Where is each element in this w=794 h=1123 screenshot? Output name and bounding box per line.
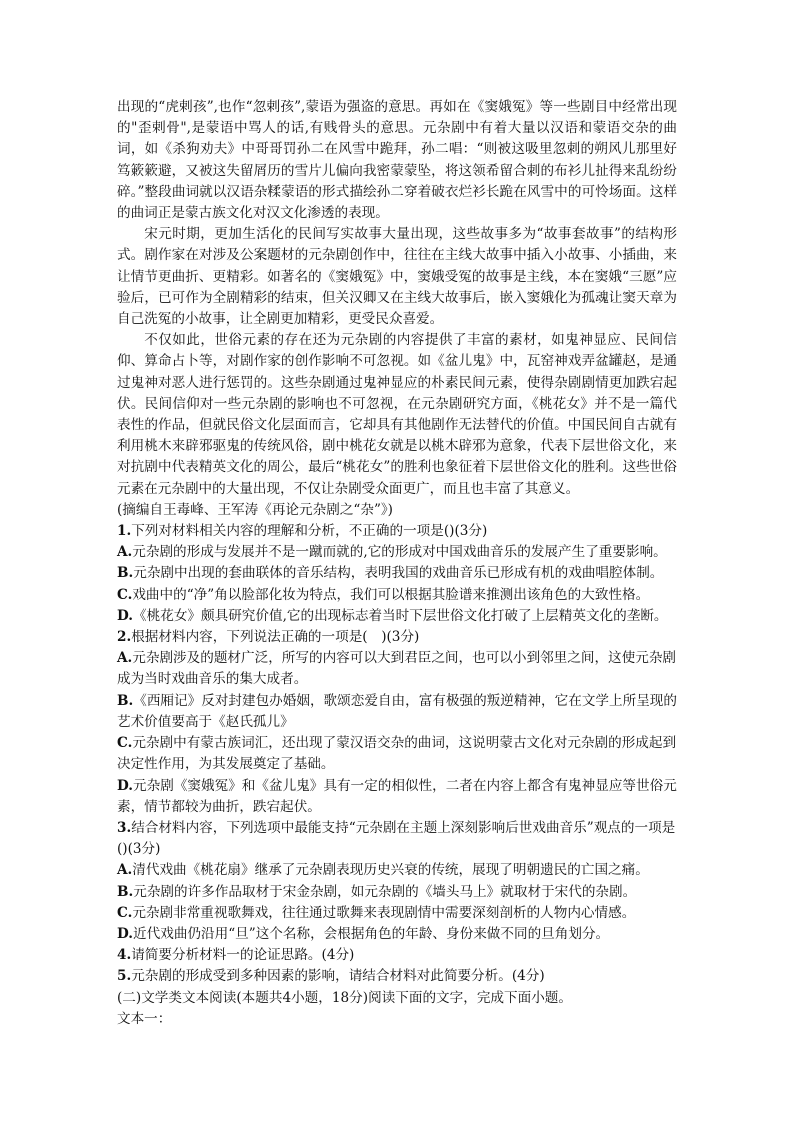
question-3 bbox=[117, 818, 677, 945]
option: A.清代戏曲《桃花扇》继承了元杂剧表现历史兴衰的传统，展现了明朝遗民的亡国之痛。 bbox=[117, 862, 649, 879]
question-number: 5. bbox=[117, 968, 132, 985]
question-stem: 下列对材料相关内容的理解和分析，不正确的一项是()(3分) bbox=[131, 523, 488, 540]
option: D.《桃花女》颇具研究价值,它的出现标志着当时下层世俗文化打破了上层精英文化的垄断。 bbox=[117, 607, 668, 624]
option: C.元杂剧中有蒙古族词汇，还出现了蒙汉语交杂的曲词，这说明蒙古文化对元杂剧的形成起到决定性作用，为其发展奠定了基础。 bbox=[117, 735, 677, 773]
question-5 bbox=[117, 966, 677, 987]
passage-source: (摘编自王毒峰、王军涛《再论元杂剧之“杂”》) bbox=[117, 501, 393, 518]
question-number: 2. bbox=[117, 629, 132, 646]
option: A.元杂剧涉及的题材广泛，所写的内容可以大到君臣之间，也可以小到邻里之间，这使元杂剧成为当时戏曲音乐的集大成者。 bbox=[117, 650, 677, 688]
question-1 bbox=[117, 521, 677, 627]
option: B.元杂剧中出现的套曲联体的音乐结构，表明我国的戏曲音乐已形成有机的戏曲唱腔体制。 bbox=[117, 565, 664, 582]
option: D.元杂剧《窦娥冤》和《盆儿鬼》具有一定的相似性，二者在内容上都含有鬼神显应等世俗元素，情节都较为曲折，跌宕起伏。 bbox=[117, 777, 677, 815]
question-stem: 结合材料内容，下列选项中最能支持“元杂剧在主题上深刻影响后世戏曲音乐”观点的一项是()(3分) bbox=[117, 819, 676, 858]
section-heading: (二)文学类文本阅读(本题共4小题，18分)阅读下面的文字，完成下面小题。 bbox=[117, 989, 572, 1006]
passage-paragraph-3: 不仅如此，世俗元素的存在还为元杂剧的内容提供了丰富的素材，如鬼神显应、民间信仰、算命占卜等，对剧作家的创作影响不可忽视。如《盆儿鬼》中，瓦窑神戏弄盆罐赵，是通过鬼神对恶人进行惩罚的。这些杂剧通过鬼神显应的朴素民间元素，使得杂剧剧情更加跌宕起伏。民间信仰对一些元杂剧的影响也不可忽视，在元杂剧研究方面，《桃花女》并不是一篇代表性的作品，但就民俗文化层面而言，它却具有其他剧作无法替代的价值。中国民间自古就有利用桃木来辟邪驱鬼的传统风俗，剧中桃花女就是以桃木辟邪为意象，代表下层世俗文化，来对抗剧中代表精英文化的周公，最后“桃花女”的胜利也象征着下层世俗文化的胜利。这些世俗元素在元杂剧中的大量出现，不仅让杂剧受众面更广，而且也丰富了其意义。 bbox=[117, 332, 677, 497]
question-number: 1. bbox=[117, 523, 132, 540]
option: C.元杂剧非常重视歌舞戏，往往通过歌舞来表现剧情中需要深刻剖析的人物内心情感。 bbox=[117, 904, 636, 921]
document-page bbox=[117, 97, 677, 1030]
option: B.元杂剧的许多作品取材于宋金杂剧，如元杂剧的《墙头马上》就取材于宋代的杂剧。 bbox=[117, 883, 637, 900]
question-stem: 根据材料内容，下列说法正确的一项是( )(3分) bbox=[131, 629, 420, 646]
option: B.《西厢记》反对封建包办婚姻，歌颂恋爱自由，富有极强的叛逆精神，它在文学上所呈现的艺术价值要高于《赵氏孤儿》 bbox=[117, 692, 677, 730]
passage-paragraph-2: 宋元时期，更加生活化的民间写实故事大量出现，这些故事多为“故事套故事”的结构形式。剧作家在对涉及公案题材的元杂剧创作中，往往在主线大故事中插入小故事、小插曲，来让情节更曲折、更精彩。如著名的《窦娥冤》中，窦娥受冤的故事是主线，本在窦娥“三愿”应验后，已可作为全剧精彩的结束，但关汉卿又在主线大故事后，嵌入窦娥化为孤魂让窦天章为自己洗冤的小故事，让全剧更加精彩，更受民众喜爱。 bbox=[117, 226, 677, 328]
question-stem: 元杂剧的形成受到多种因素的影响，请结合材料对此简要分析。(4分) bbox=[131, 968, 545, 985]
passage-paragraph-1: 出现的“虎剌孩”,也作“忽剌孩”,蒙语为强盗的意思。再如在《窦娥冤》等一些剧目中经常出现的"歪剌骨",是蒙语中骂人的话,有贱骨头的意思。元杂剧中有着大量以汉语和蒙语交杂的曲词，如《杀狗劝夫》中哥哥罚孙二在风雪中跪拜，孙二唱：“则被这吸里忽刺的朔风儿那里好笃簌簌避，又被这失留屑历的雪片儿偏向我密蒙蒙坠，将这领希留合刺的布衫儿扯得来乱纷纷碎。”整段曲词就以汉语杂糅蒙语的形式描绘孙二穿着破衣烂衫长跪在风雪中的可怜场面。这样的曲词正是蒙古族文化对汉文化渗透的表现。 bbox=[117, 99, 677, 222]
option: A.元杂剧的形成与发展并不是一蹴而就的,它的形成对中国戏曲音乐的发展产生了重要影响。 bbox=[117, 544, 667, 561]
text-label: 文本一： bbox=[117, 1010, 172, 1027]
question-number: 3. bbox=[117, 819, 132, 836]
question-4 bbox=[117, 945, 677, 966]
question-2 bbox=[117, 627, 677, 818]
option: C.戏曲中的“净”角以脸部化妆为特点，我们可以根据其脸谱来推测出该角色的大致性格。 bbox=[117, 586, 650, 603]
option: D.近代戏曲仍沿用“旦”这个名称，会根据角色的年龄、身份来做不同的旦角划分。 bbox=[117, 925, 610, 942]
question-stem: 请简要分析材料一的论证思路。(4分) bbox=[131, 947, 355, 964]
question-number: 4. bbox=[117, 947, 132, 964]
